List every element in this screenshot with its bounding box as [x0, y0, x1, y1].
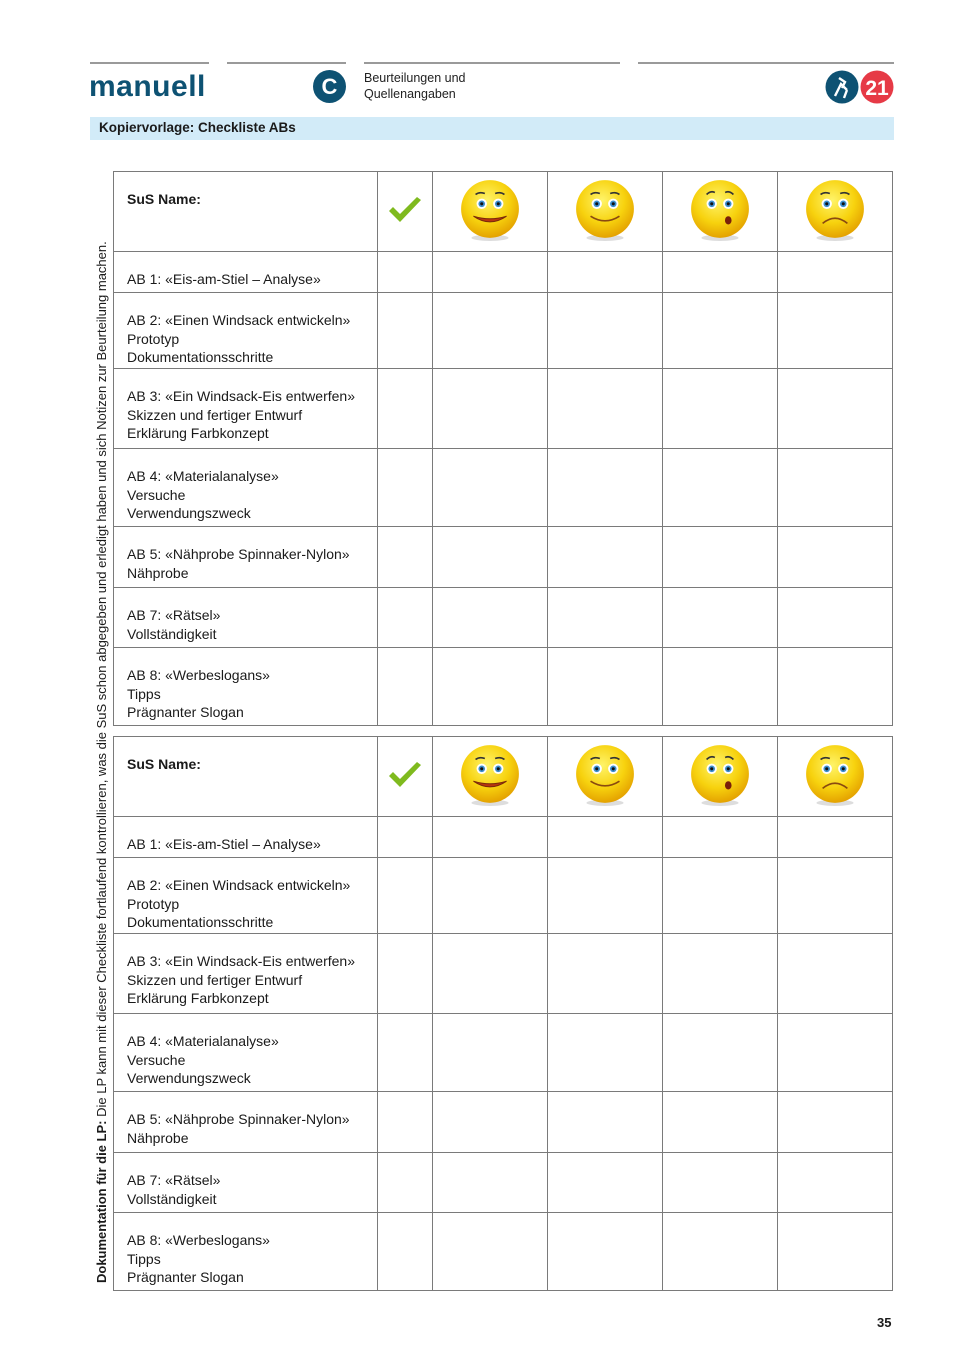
- sad-cell[interactable]: [778, 1092, 893, 1153]
- table-row: [114, 252, 893, 293]
- sad-cell[interactable]: [778, 1213, 893, 1291]
- surprised-cell[interactable]: [663, 293, 778, 369]
- very-happy-cell[interactable]: [433, 817, 548, 858]
- assignment-line: Vollständigkeit: [127, 625, 217, 642]
- check-cell[interactable]: [378, 858, 433, 934]
- checkmark-icon: [387, 777, 423, 793]
- assignment-label: [114, 817, 378, 858]
- very-happy-cell[interactable]: [433, 1014, 548, 1092]
- sad-cell[interactable]: [778, 588, 893, 648]
- header-rule: [364, 62, 620, 64]
- happy-cell[interactable]: [548, 449, 663, 527]
- assignment-line: Skizzen und fertiger Entwurf: [127, 971, 303, 988]
- check-cell[interactable]: [378, 648, 433, 726]
- assignment-line: Tipps: [127, 1250, 161, 1267]
- table-row: [114, 1213, 893, 1291]
- surprised-cell[interactable]: [663, 1153, 778, 1213]
- assignment-line: Tipps: [127, 685, 161, 702]
- assignment-label: [114, 858, 378, 934]
- very-happy-cell[interactable]: [433, 449, 548, 527]
- happy-cell[interactable]: [548, 648, 663, 726]
- assignment-line: AB 7: «Rätsel»: [127, 1172, 221, 1188]
- assignment-line: AB 4: «Materialanalyse»: [127, 1033, 279, 1049]
- surprised-cell[interactable]: [663, 817, 778, 858]
- very-happy-smiley-icon: [459, 229, 521, 245]
- chapter-title-line: Beurteilungen und: [364, 71, 466, 85]
- assignment-label: [114, 934, 378, 1014]
- check-cell[interactable]: [378, 527, 433, 588]
- surprised-cell[interactable]: [663, 252, 778, 293]
- chapter-badge: C: [313, 70, 346, 103]
- happy-cell[interactable]: [548, 293, 663, 369]
- happy-cell[interactable]: [548, 369, 663, 449]
- surprised-smiley-icon: [689, 229, 751, 245]
- check-header: [378, 737, 433, 817]
- surprised-cell[interactable]: [663, 1092, 778, 1153]
- happy-cell[interactable]: [548, 817, 663, 858]
- happy-cell[interactable]: [548, 588, 663, 648]
- assignment-line: AB 5: «Nähprobe Spinnaker-Nylon»: [127, 546, 350, 562]
- table-row: [114, 588, 893, 648]
- header-rule: [227, 62, 346, 64]
- table-row: [114, 1014, 893, 1092]
- assignment-label: [114, 449, 378, 527]
- happy-cell[interactable]: [548, 934, 663, 1014]
- table-row: [114, 293, 893, 369]
- very-happy-cell[interactable]: [433, 588, 548, 648]
- check-cell[interactable]: [378, 449, 433, 527]
- page-number: 35: [877, 1315, 892, 1330]
- rating-header: [778, 737, 893, 817]
- very-happy-cell[interactable]: [433, 934, 548, 1014]
- rating-header: [663, 172, 778, 252]
- assignment-label: [114, 1092, 378, 1153]
- manuell-logo: manuell: [89, 70, 206, 103]
- rating-header: [663, 737, 778, 817]
- check-cell[interactable]: [378, 588, 433, 648]
- happy-cell[interactable]: [548, 1153, 663, 1213]
- check-cell[interactable]: [378, 1014, 433, 1092]
- check-cell[interactable]: [378, 252, 433, 293]
- side-note-text: Die LP kann mit dieser Checkliste fortlaufend kontrollieren, was die SuS schon abgegeben und erledigt haben und sich Notizen zur Beurteilung machen.: [94, 241, 109, 1121]
- check-cell[interactable]: [378, 817, 433, 858]
- assignment-line: Versuche: [127, 486, 186, 503]
- very-happy-cell[interactable]: [433, 858, 548, 934]
- check-cell[interactable]: [378, 369, 433, 449]
- assignment-line: Versuche: [127, 1051, 186, 1068]
- check-cell[interactable]: [378, 934, 433, 1014]
- assignment-line: Prototyp: [127, 330, 180, 347]
- check-cell[interactable]: [378, 1153, 433, 1213]
- assignment-line: Dokumentationsschritte: [127, 914, 274, 930]
- header-rule: [90, 62, 209, 64]
- assignment-label: [114, 1153, 378, 1213]
- side-note-bold: Dokumentation für die LP:: [94, 1120, 109, 1283]
- happy-cell[interactable]: [548, 858, 663, 934]
- surprised-smiley-icon: [689, 794, 751, 810]
- assignment-line: AB 4: «Materialanalyse»: [127, 468, 279, 484]
- checklist-table: [113, 736, 893, 1291]
- table-row: [114, 1092, 893, 1153]
- happy-cell[interactable]: [548, 1092, 663, 1153]
- surprised-cell[interactable]: [663, 527, 778, 588]
- check-cell[interactable]: [378, 1092, 433, 1153]
- assignment-line: AB 2: «Einen Windsack entwickeln»: [127, 312, 351, 328]
- assignment-line: AB 1: «Eis-am-Stiel – Analyse»: [127, 271, 321, 287]
- happy-cell[interactable]: [548, 252, 663, 293]
- assignment-label: [114, 1014, 378, 1092]
- side-note: [95, 165, 108, 1283]
- assignment-label: [114, 252, 378, 293]
- assignment-line: Prägnanter Slogan: [127, 704, 244, 720]
- sad-cell[interactable]: [778, 1153, 893, 1213]
- assignment-line: AB 1: «Eis-am-Stiel – Analyse»: [127, 836, 321, 852]
- very-happy-cell[interactable]: [433, 293, 548, 369]
- assignment-label: [114, 1213, 378, 1291]
- surprised-cell[interactable]: [663, 1213, 778, 1291]
- table-row: [114, 817, 893, 858]
- sad-smiley-icon: [804, 229, 866, 245]
- assignment-line: AB 7: «Rätsel»: [127, 607, 221, 623]
- surprised-cell[interactable]: [663, 934, 778, 1014]
- table-row: [114, 934, 893, 1014]
- rating-header: [433, 172, 548, 252]
- table-row: [114, 648, 893, 726]
- student-name-label: SuS Name:: [127, 191, 201, 207]
- section-banner: Kopiervorlage: Checkliste ABs: [90, 117, 894, 140]
- assignment-label: [114, 527, 378, 588]
- sad-cell[interactable]: [778, 817, 893, 858]
- happy-cell[interactable]: [548, 1014, 663, 1092]
- assignment-line: Verwendungszweck: [127, 1070, 251, 1086]
- sad-smiley-icon: [804, 794, 866, 810]
- assignment-line: AB 2: «Einen Windsack entwickeln»: [127, 877, 351, 893]
- sad-cell[interactable]: [778, 252, 893, 293]
- assignment-line: AB 8: «Werbeslogans»: [127, 667, 270, 683]
- assignment-label: [114, 369, 378, 449]
- very-happy-cell[interactable]: [433, 527, 548, 588]
- surprised-cell[interactable]: [663, 588, 778, 648]
- very-happy-smiley-icon: [459, 794, 521, 810]
- lehrplan21-logo-icon: [825, 70, 895, 104]
- assignment-label: [114, 648, 378, 726]
- table-row: [114, 527, 893, 588]
- header-rule: [638, 62, 894, 64]
- very-happy-cell[interactable]: [433, 252, 548, 293]
- chapter-title-line: Quellenangaben: [364, 87, 456, 101]
- very-happy-cell[interactable]: [433, 1153, 548, 1213]
- assignment-line: Erklärung Farbkonzept: [127, 990, 269, 1006]
- check-cell[interactable]: [378, 293, 433, 369]
- surprised-cell[interactable]: [663, 1014, 778, 1092]
- checklist-table: [113, 171, 893, 726]
- assignment-label: [114, 588, 378, 648]
- happy-smiley-icon: [574, 794, 636, 810]
- very-happy-cell[interactable]: [433, 648, 548, 726]
- rating-header: [548, 172, 663, 252]
- table-row: [114, 1153, 893, 1213]
- chapter-title: [364, 70, 465, 102]
- sad-cell[interactable]: [778, 449, 893, 527]
- check-header: [378, 172, 433, 252]
- assignment-line: Dokumentationsschritte: [127, 349, 274, 365]
- sad-cell[interactable]: [778, 527, 893, 588]
- table-row: [114, 858, 893, 934]
- sad-cell[interactable]: [778, 1014, 893, 1092]
- rating-header: [433, 737, 548, 817]
- svg-text:21: 21: [865, 77, 889, 100]
- table-header-row: [114, 172, 893, 252]
- assignment-line: Vollständigkeit: [127, 1190, 217, 1207]
- surprised-cell[interactable]: [663, 369, 778, 449]
- sad-cell[interactable]: [778, 648, 893, 726]
- assignment-line: Prägnanter Slogan: [127, 1269, 244, 1285]
- table-row: [114, 449, 893, 527]
- very-happy-cell[interactable]: [433, 369, 548, 449]
- happy-smiley-icon: [574, 229, 636, 245]
- surprised-cell[interactable]: [663, 449, 778, 527]
- sad-cell[interactable]: [778, 934, 893, 1014]
- sad-cell[interactable]: [778, 293, 893, 369]
- rating-header: [548, 737, 663, 817]
- very-happy-cell[interactable]: [433, 1092, 548, 1153]
- table-header-row: [114, 737, 893, 817]
- surprised-cell[interactable]: [663, 648, 778, 726]
- sad-cell[interactable]: [778, 369, 893, 449]
- happy-cell[interactable]: [548, 1213, 663, 1291]
- student-name-label: SuS Name:: [127, 756, 201, 772]
- check-cell[interactable]: [378, 1213, 433, 1291]
- assignment-line: Prototyp: [127, 895, 180, 912]
- student-name-field[interactable]: [114, 172, 378, 252]
- table-row: [114, 369, 893, 449]
- assignment-line: AB 3: «Ein Windsack-Eis entwerfen»: [127, 388, 355, 404]
- assignment-line: Nähprobe: [127, 564, 189, 581]
- assignment-line: AB 5: «Nähprobe Spinnaker-Nylon»: [127, 1111, 350, 1127]
- checkmark-icon: [387, 212, 423, 228]
- happy-cell[interactable]: [548, 527, 663, 588]
- assignment-line: AB 8: «Werbeslogans»: [127, 1232, 270, 1248]
- assignment-line: Skizzen und fertiger Entwurf: [127, 406, 303, 423]
- assignment-line: Erklärung Farbkonzept: [127, 425, 269, 441]
- student-name-field[interactable]: [114, 737, 378, 817]
- assignment-line: Verwendungszweck: [127, 505, 251, 521]
- rating-header: [778, 172, 893, 252]
- assignment-label: [114, 293, 378, 369]
- sad-cell[interactable]: [778, 858, 893, 934]
- assignment-line: AB 3: «Ein Windsack-Eis entwerfen»: [127, 953, 355, 969]
- very-happy-cell[interactable]: [433, 1213, 548, 1291]
- surprised-cell[interactable]: [663, 858, 778, 934]
- assignment-line: Nähprobe: [127, 1129, 189, 1146]
